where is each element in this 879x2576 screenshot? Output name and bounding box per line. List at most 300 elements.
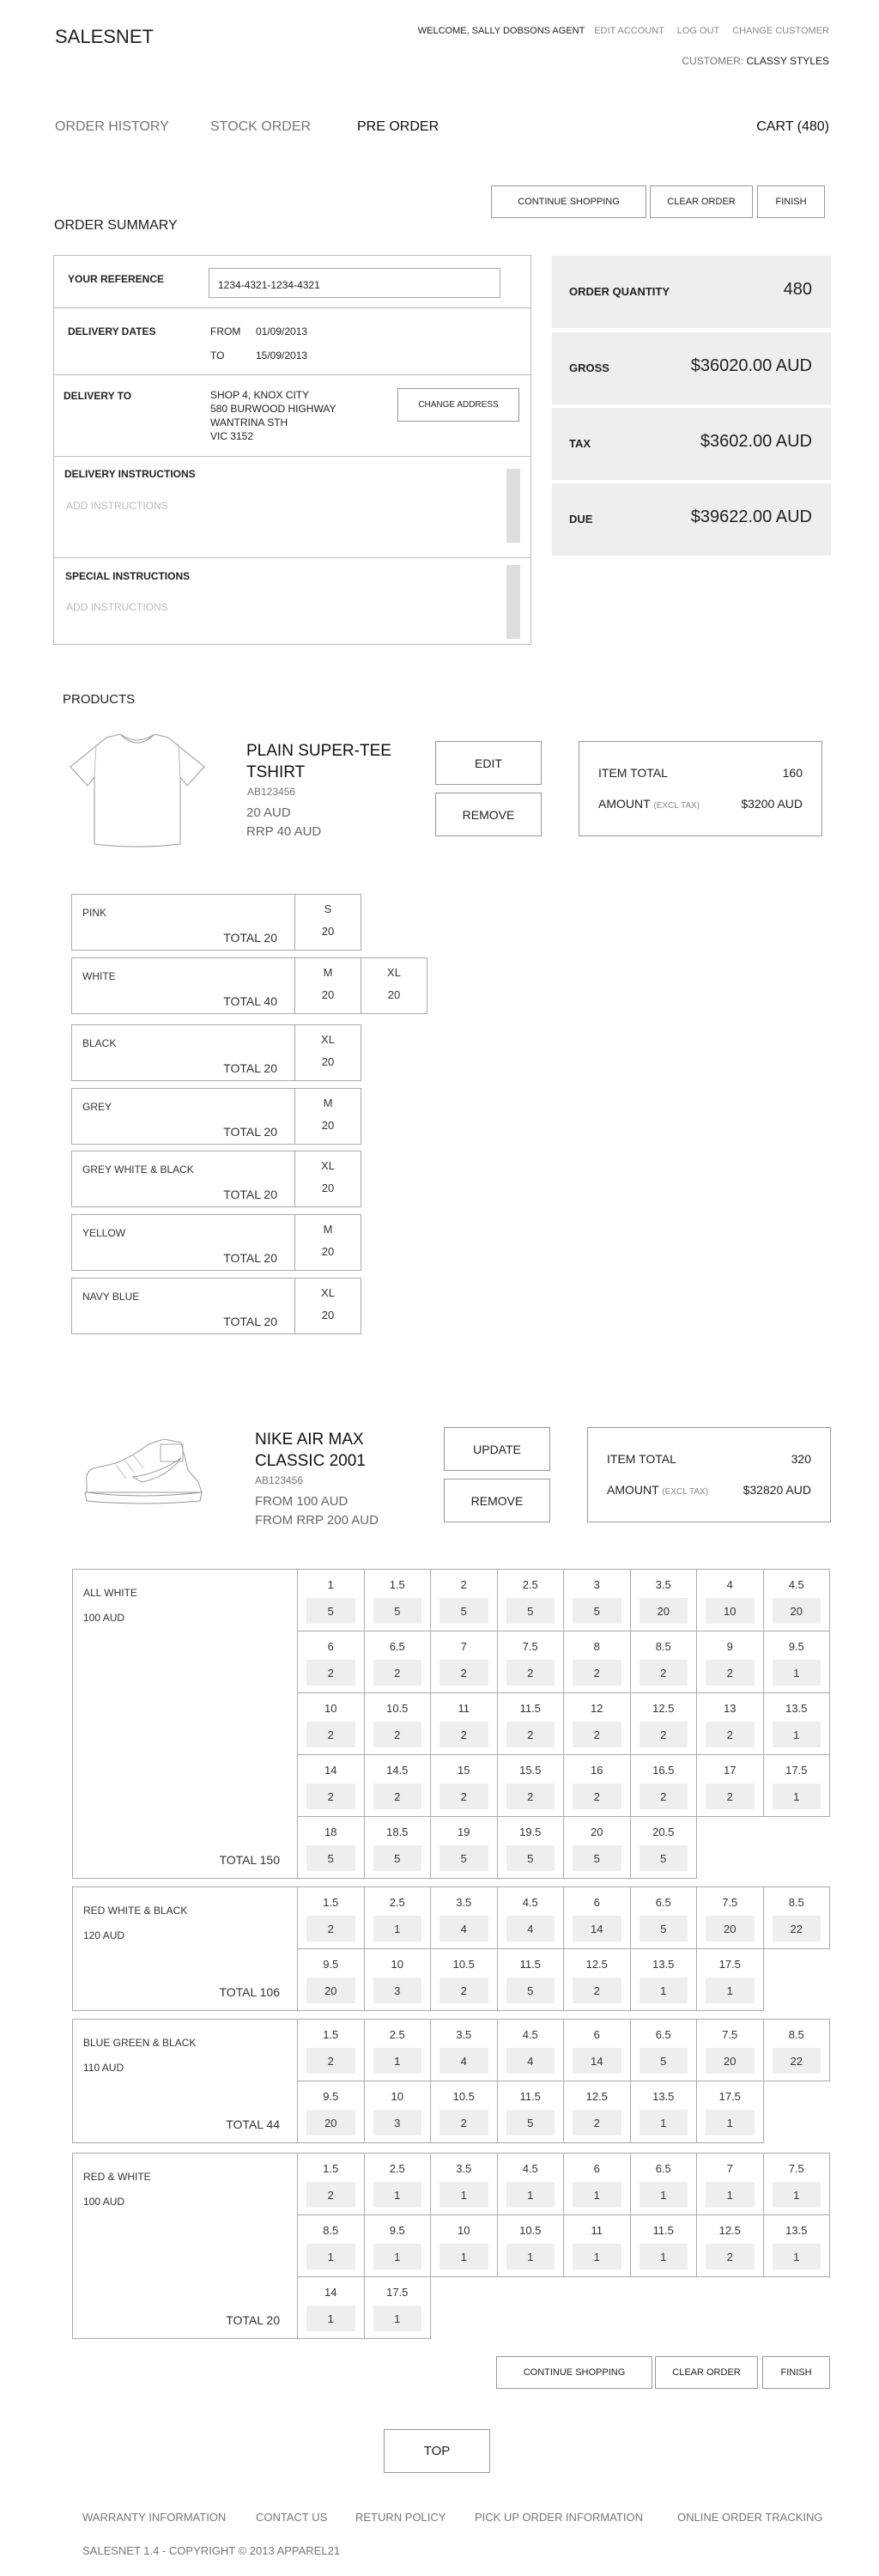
- size-quantity-input[interactable]: 5: [440, 1845, 488, 1871]
- size-quantity-input[interactable]: 2: [640, 1660, 688, 1686]
- address-line: SHOP 4, KNOX CITY: [210, 389, 310, 401]
- variant-name: RED WHITE & BLACK: [83, 1905, 188, 1917]
- reference-input[interactable]: [209, 268, 500, 298]
- size-label: 19: [458, 1826, 470, 1838]
- product-title: [246, 740, 391, 783]
- size-quantity-input[interactable]: 5: [373, 1845, 422, 1871]
- size-cell: [630, 2215, 698, 2277]
- size-quantity-input[interactable]: 2: [573, 2110, 621, 2136]
- size-label: 17.5: [718, 1958, 741, 1971]
- size-quantity-input[interactable]: 5: [506, 1845, 555, 1871]
- size-cell: [497, 2215, 565, 2277]
- size-label: 10.5: [519, 2224, 542, 2237]
- size-quantity-input[interactable]: 5: [640, 1845, 688, 1871]
- size-label: 13.5: [652, 1958, 675, 1971]
- delivery-to-row: [54, 375, 530, 457]
- size-quantity-input[interactable]: 2: [440, 2110, 488, 2136]
- order-quantity-label: ORDER QUANTITY: [569, 285, 670, 298]
- size-cell: [696, 2019, 764, 2081]
- size-cell: [630, 1948, 698, 2011]
- size-quantity-input[interactable]: 1: [373, 2244, 422, 2269]
- special-instructions-scrollbar[interactable]: [506, 565, 520, 639]
- size-quantity-input[interactable]: 2: [306, 1660, 355, 1686]
- size-label: 10.5: [452, 1958, 475, 1971]
- size-label: XL: [321, 1159, 335, 1172]
- size-quantity-input[interactable]: 1: [373, 2182, 422, 2208]
- variant-name: GREY: [82, 1101, 112, 1113]
- size-cell: [297, 2215, 365, 2277]
- continue-shopping-button[interactable]: CONTINUE SHOPPING: [496, 2356, 652, 2389]
- size-cell: [696, 2153, 764, 2215]
- size-cell: [497, 1754, 565, 1817]
- variant-label-cell: [71, 1088, 295, 1145]
- size-cell: [430, 1948, 498, 2011]
- size-cell: [497, 2081, 565, 2143]
- address-line: WANTRINA STH: [210, 416, 288, 428]
- address-line: VIC 3152: [210, 430, 254, 442]
- remove-button[interactable]: REMOVE: [435, 793, 542, 836]
- edit-button[interactable]: EDIT: [435, 741, 542, 785]
- size-cell: [497, 1569, 565, 1631]
- size-quantity[interactable]: 20: [321, 1309, 335, 1321]
- footer-link-return-policy[interactable]: RETURN POLICY: [355, 2511, 446, 2524]
- size-quantity-input[interactable]: 2: [640, 1783, 688, 1809]
- variant-total: TOTAL 20: [223, 1188, 277, 1201]
- footer-link-warranty[interactable]: WARRANTY INFORMATION: [82, 2511, 227, 2524]
- size-quantity-input[interactable]: 2: [306, 1722, 355, 1747]
- size-label: 4: [726, 1578, 733, 1591]
- size-label: 1.5: [323, 2162, 339, 2175]
- size-quantity-input[interactable]: 5: [506, 1598, 555, 1624]
- size-quantity-input[interactable]: 2: [440, 1783, 488, 1809]
- size-quantity-input[interactable]: 2: [373, 1722, 422, 1747]
- size-quantity-input[interactable]: 2: [306, 2048, 355, 2074]
- size-cell: [763, 2019, 831, 2081]
- size-cell: [364, 2215, 432, 2277]
- size-quantity-input[interactable]: 1: [773, 1783, 821, 1809]
- size-cell: [696, 1948, 764, 2011]
- size-label: 4.5: [522, 2162, 538, 2175]
- size-quantity-input[interactable]: 2: [440, 1660, 488, 1686]
- footer-link-contact[interactable]: CONTACT US: [256, 2511, 328, 2524]
- size-cell: [364, 1886, 432, 1949]
- variant-label-cell: [72, 2019, 298, 2143]
- size-cell: [563, 1816, 631, 1879]
- product-name-line: CLASSIC 2001: [255, 1452, 366, 1470]
- size-cell: [294, 957, 361, 1014]
- size-quantity-input[interactable]: 3: [373, 1978, 422, 2003]
- size-quantity[interactable]: 20: [387, 988, 401, 1001]
- size-quantity-input[interactable]: 1: [373, 2306, 422, 2331]
- size-cell: [497, 2153, 565, 2215]
- size-label: 8.5: [323, 2224, 339, 2237]
- size-cell: [563, 2215, 631, 2277]
- size-cell: [297, 2276, 365, 2339]
- size-quantity-input[interactable]: 2: [373, 1783, 422, 1809]
- size-quantity-input[interactable]: 2: [506, 1783, 555, 1809]
- size-label: S: [324, 902, 332, 915]
- size-cell: [563, 1631, 631, 1693]
- variant-name: BLUE GREEN & BLACK: [83, 2037, 197, 2049]
- item-total-value: 320: [791, 1452, 811, 1466]
- size-quantity-input[interactable]: 1: [640, 2110, 688, 2136]
- size-quantity[interactable]: 20: [321, 988, 335, 1001]
- size-label: 17: [724, 1764, 737, 1777]
- size-label: 12.5: [585, 1958, 608, 1971]
- variant-price: 120 AUD: [83, 1929, 125, 1941]
- size-quantity-input[interactable]: 5: [640, 1916, 688, 1941]
- size-quantity-input[interactable]: 1: [506, 2244, 555, 2269]
- size-quantity-input[interactable]: 1: [773, 2244, 821, 2269]
- size-label: 10.5: [386, 1702, 409, 1715]
- address-line: 580 BURWOOD HIGHWAY: [210, 403, 336, 415]
- nav-order-history[interactable]: ORDER HISTORY: [55, 119, 169, 134]
- delivery-instructions-scrollbar[interactable]: [506, 469, 520, 543]
- size-cell: [297, 1692, 365, 1755]
- product-price: [255, 1492, 379, 1530]
- size-quantity-input[interactable]: 1: [706, 2110, 755, 2136]
- size-quantity-input[interactable]: 4: [506, 1916, 555, 1941]
- size-quantity-input[interactable]: 2: [573, 1660, 621, 1686]
- size-quantity-input[interactable]: 1: [640, 2244, 688, 2269]
- update-button[interactable]: UPDATE: [444, 1427, 550, 1471]
- size-quantity-input[interactable]: 4: [440, 1916, 488, 1941]
- clear-order-button[interactable]: CLEAR ORDER: [655, 2356, 758, 2389]
- size-quantity-input[interactable]: 4: [440, 2048, 488, 2074]
- delivery-instructions-input[interactable]: ADD INSTRUCTIONS: [66, 500, 168, 512]
- size-label: 9.5: [323, 1958, 339, 1971]
- size-quantity-input[interactable]: 2: [706, 2244, 755, 2269]
- size-label: 9.5: [788, 1640, 804, 1653]
- special-instructions-input[interactable]: ADD INSTRUCTIONS: [66, 601, 168, 613]
- size-cell: [497, 2019, 565, 2081]
- size-quantity-input[interactable]: 14: [573, 1916, 621, 1941]
- delivery-to-label: DELIVERY TO: [64, 390, 132, 402]
- size-label: 12: [591, 1702, 603, 1715]
- size-label: XL: [321, 1286, 335, 1299]
- size-quantity-input[interactable]: 2: [440, 1978, 488, 2003]
- size-cell: [297, 2153, 365, 2215]
- size-quantity-input[interactable]: 22: [773, 1916, 821, 1941]
- size-label: 6: [327, 1640, 334, 1653]
- size-quantity-input[interactable]: 2: [506, 1660, 555, 1686]
- size-cell: [497, 1631, 565, 1693]
- size-label: 6.5: [389, 1640, 405, 1653]
- size-quantity-input[interactable]: 20: [773, 1598, 821, 1624]
- variant-total: TOTAL 20: [223, 1315, 277, 1328]
- size-quantity-input[interactable]: 2: [373, 1660, 422, 1686]
- size-label: 6.5: [655, 2028, 671, 2041]
- size-label: 8.5: [655, 1640, 671, 1653]
- size-label: M: [323, 1223, 333, 1236]
- tax-panel: [552, 408, 831, 480]
- size-cell: [630, 2081, 698, 2143]
- size-quantity-input[interactable]: 5: [573, 1598, 621, 1624]
- to-date[interactable]: 15/09/2013: [256, 349, 308, 361]
- size-label: 10: [458, 2224, 470, 2237]
- customer-info: [682, 55, 829, 67]
- variant-total: TOTAL 40: [223, 994, 277, 1008]
- size-quantity[interactable]: 20: [321, 1055, 335, 1068]
- size-quantity-input[interactable]: 5: [506, 2110, 555, 2136]
- size-quantity-input[interactable]: 2: [306, 2182, 355, 2208]
- size-quantity[interactable]: 20: [321, 1245, 335, 1258]
- size-quantity-input[interactable]: 1: [440, 2182, 488, 2208]
- amount-label: AMOUNT: [607, 1483, 659, 1497]
- item-total-label: ITEM TOTAL: [607, 1452, 676, 1466]
- size-quantity-input[interactable]: 2: [573, 1783, 621, 1809]
- size-label: 7.5: [522, 1640, 538, 1653]
- size-cell: [297, 2019, 365, 2081]
- finish-button[interactable]: FINISH: [757, 185, 825, 218]
- variant-label-cell: [72, 1569, 298, 1879]
- size-cell: [497, 1816, 565, 1879]
- size-cell: [364, 1631, 432, 1693]
- size-cell: [696, 2081, 764, 2143]
- size-quantity-input[interactable]: 1: [773, 1722, 821, 1747]
- footer-link-pickup[interactable]: PICK UP ORDER INFORMATION: [475, 2511, 643, 2524]
- variant-label-cell: [72, 2153, 298, 2339]
- size-label: 11.5: [652, 2224, 674, 2237]
- size-label: 10: [391, 1958, 403, 1971]
- size-label: 7: [460, 1640, 467, 1653]
- size-quantity-input[interactable]: 5: [306, 1845, 355, 1871]
- variant-name: RED & WHITE: [83, 2171, 151, 2183]
- change-address-button[interactable]: CHANGE ADDRESS: [397, 388, 519, 422]
- order-summary-box: [53, 255, 531, 645]
- clear-order-button[interactable]: CLEAR ORDER: [650, 185, 753, 218]
- size-label: 9.5: [323, 2090, 339, 2103]
- products-title: PRODUCTS: [63, 692, 136, 707]
- size-quantity-input[interactable]: 1: [306, 2244, 355, 2269]
- variant-name: BLACK: [82, 1037, 117, 1049]
- size-label: 11.5: [519, 2090, 541, 2103]
- size-cell: [297, 1569, 365, 1631]
- size-label: 4.5: [522, 2028, 538, 2041]
- size-cell: [364, 1692, 432, 1755]
- edit-account-link[interactable]: EDIT ACCOUNT: [594, 26, 664, 36]
- size-quantity-input[interactable]: 2: [573, 1722, 621, 1747]
- size-quantity-input[interactable]: 5: [506, 1978, 555, 2003]
- size-label: 20: [591, 1826, 603, 1838]
- sneaker-image: [82, 1439, 205, 1506]
- size-cell: [563, 2081, 631, 2143]
- reference-row: [54, 256, 530, 308]
- size-quantity-input[interactable]: 1: [306, 2306, 355, 2331]
- size-label: 6.5: [655, 1896, 671, 1909]
- size-label: 16.5: [652, 1764, 675, 1777]
- delivery-dates-row: [54, 308, 530, 375]
- size-quantity-input[interactable]: 20: [706, 1916, 755, 1941]
- from-date[interactable]: 01/09/2013: [256, 325, 308, 337]
- size-quantity-input[interactable]: 1: [706, 1978, 755, 2003]
- due-label: DUE: [569, 513, 593, 526]
- variant-label-cell: [72, 1886, 298, 2011]
- size-cell: [294, 1278, 361, 1334]
- size-quantity-input[interactable]: 1: [706, 2182, 755, 2208]
- special-instructions-row: [54, 558, 530, 644]
- size-quantity-input[interactable]: 1: [640, 2182, 688, 2208]
- size-label: 13.5: [652, 2090, 675, 2103]
- size-label: 11: [591, 2224, 603, 2237]
- size-label: 17.5: [785, 1764, 808, 1777]
- size-quantity-input[interactable]: 3: [373, 2110, 422, 2136]
- size-quantity-input[interactable]: 2: [440, 1722, 488, 1747]
- customer-label: CUSTOMER:: [682, 55, 744, 67]
- size-quantity-input[interactable]: 1: [640, 1978, 688, 2003]
- special-instructions-label: SPECIAL INSTRUCTIONS: [65, 570, 191, 582]
- size-quantity-input[interactable]: 2: [706, 1660, 755, 1686]
- amount-note: (EXCL TAX): [653, 801, 700, 811]
- size-label: 15: [458, 1764, 470, 1777]
- size-label: 7.5: [722, 1896, 738, 1909]
- size-label: 17.5: [718, 2090, 741, 2103]
- gross-label: GROSS: [569, 361, 609, 374]
- size-cell: [430, 1569, 498, 1631]
- order-quantity-panel: [552, 256, 831, 328]
- size-quantity-input[interactable]: 2: [573, 1978, 621, 2003]
- size-quantity-input[interactable]: 1: [573, 2182, 621, 2208]
- continue-shopping-button[interactable]: CONTINUE SHOPPING: [491, 185, 646, 218]
- size-cell: [763, 2215, 831, 2277]
- nav-stock-order[interactable]: STOCK ORDER: [210, 119, 312, 134]
- customer-name: CLASSY STYLES: [746, 55, 829, 67]
- reference-label: YOUR REFERENCE: [68, 273, 165, 285]
- item-total-label: ITEM TOTAL: [598, 766, 668, 780]
- variant-label-cell: [71, 1024, 295, 1081]
- size-quantity-input[interactable]: 20: [306, 2110, 355, 2136]
- size-cell: [696, 1631, 764, 1693]
- size-quantity-input[interactable]: 1: [506, 2182, 555, 2208]
- size-quantity-input[interactable]: 20: [706, 2048, 755, 2074]
- size-label: 6.5: [655, 2162, 671, 2175]
- size-quantity-input[interactable]: 2: [640, 1722, 688, 1747]
- variant-total: TOTAL 20: [223, 1125, 277, 1139]
- delivery-address: [210, 388, 336, 443]
- variant-name: PINK: [82, 907, 107, 919]
- footer-link-tracking[interactable]: ONLINE ORDER TRACKING: [677, 2511, 823, 2524]
- variant-price: 100 AUD: [83, 2196, 125, 2208]
- size-cell: [696, 2215, 764, 2277]
- size-quantity-input[interactable]: 5: [640, 2048, 688, 2074]
- change-customer-link[interactable]: CHANGE CUSTOMER: [732, 26, 829, 36]
- amount-note: (EXCL TAX): [662, 1487, 709, 1497]
- product-sku: AB123456: [247, 786, 296, 798]
- size-cell: [763, 1886, 831, 1949]
- size-quantity-input[interactable]: 1: [373, 2048, 422, 2074]
- amount-value: $3200 AUD: [741, 797, 803, 811]
- size-quantity-input[interactable]: 1: [773, 2182, 821, 2208]
- size-quantity-input[interactable]: 1: [773, 1660, 821, 1686]
- product-name-line: NIKE AIR MAX: [255, 1431, 364, 1449]
- delivery-instructions-label: DELIVERY INSTRUCTIONS: [64, 468, 196, 480]
- size-quantity-input[interactable]: 20: [306, 1978, 355, 2003]
- remove-button[interactable]: REMOVE: [444, 1479, 550, 1522]
- user-bar: [411, 26, 829, 36]
- size-label: 11: [458, 1702, 470, 1715]
- size-cell: [297, 1948, 365, 2011]
- size-quantity-input[interactable]: 5: [373, 1598, 422, 1624]
- size-label: 12.5: [585, 2090, 608, 2103]
- log-out-link[interactable]: LOG OUT: [676, 26, 720, 36]
- size-quantity-input[interactable]: 2: [706, 1722, 755, 1747]
- size-cell: [364, 1816, 432, 1879]
- variant-name: YELLOW: [82, 1227, 126, 1239]
- size-label: 14.5: [386, 1764, 409, 1777]
- due-panel: [552, 483, 831, 556]
- size-label: 3.5: [456, 2028, 472, 2041]
- size-quantity-input[interactable]: 14: [573, 2048, 621, 2074]
- size-label: 2.5: [522, 1578, 538, 1591]
- size-label: 2: [460, 1578, 467, 1591]
- size-label: 14: [324, 2286, 337, 2299]
- size-quantity-input[interactable]: 1: [573, 2244, 621, 2269]
- size-label: 13.5: [785, 2224, 808, 2237]
- size-cell: [696, 1886, 764, 1949]
- nav-cart[interactable]: CART (480): [756, 119, 829, 134]
- size-quantity-input[interactable]: 2: [306, 1783, 355, 1809]
- nav-pre-order[interactable]: PRE ORDER: [357, 119, 440, 134]
- size-quantity-input[interactable]: 22: [773, 2048, 821, 2074]
- size-quantity-input[interactable]: 20: [640, 1598, 688, 1624]
- order-quantity-value: 480: [783, 280, 812, 299]
- rrp: RRP 40 AUD: [246, 824, 322, 839]
- size-label: 8.5: [788, 2028, 804, 2041]
- size-cell: [563, 1754, 631, 1817]
- size-quantity[interactable]: 20: [321, 1119, 335, 1132]
- variant-label-cell: [71, 894, 295, 951]
- size-label: 10.5: [452, 2090, 475, 2103]
- size-cell: [430, 1754, 498, 1817]
- welcome-text: WELCOME, SALLY DOBSONS AGENT: [417, 26, 585, 36]
- size-quantity-input[interactable]: 5: [306, 1598, 355, 1624]
- size-quantity-input[interactable]: 1: [440, 2244, 488, 2269]
- rrp: FROM RRP 200 AUD: [255, 1513, 379, 1528]
- due-value: $39622.00 AUD: [690, 507, 812, 526]
- size-quantity-input[interactable]: 1: [373, 1916, 422, 1941]
- size-cell: [763, 1692, 831, 1755]
- size-label: 12.5: [652, 1702, 675, 1715]
- size-quantity-input[interactable]: 10: [706, 1598, 755, 1624]
- size-label: M: [323, 966, 333, 979]
- size-cell: [364, 1569, 432, 1631]
- size-label: 18.5: [386, 1826, 409, 1838]
- top-button[interactable]: TOP: [384, 2429, 490, 2473]
- size-cell: [630, 1816, 698, 1879]
- size-quantity-input[interactable]: 4: [506, 2048, 555, 2074]
- size-quantity[interactable]: 20: [321, 1182, 335, 1194]
- size-label: 2.5: [389, 2162, 405, 2175]
- size-quantity-input[interactable]: 2: [306, 1916, 355, 1941]
- delivery-instructions-row: [54, 457, 530, 558]
- finish-button[interactable]: FINISH: [762, 2356, 830, 2389]
- gross-panel: [552, 332, 831, 404]
- size-cell: [430, 1816, 498, 1879]
- size-label: 17.5: [386, 2286, 409, 2299]
- size-quantity-input[interactable]: 5: [440, 1598, 488, 1624]
- size-cell: [763, 1754, 831, 1817]
- size-label: 13: [724, 1702, 737, 1715]
- size-quantity-input[interactable]: 5: [573, 1845, 621, 1871]
- size-cell: [297, 1886, 365, 1949]
- size-label: 16: [591, 1764, 603, 1777]
- size-label: 3.5: [456, 2162, 472, 2175]
- size-label: M: [323, 1097, 333, 1109]
- size-quantity[interactable]: 20: [321, 925, 335, 938]
- size-quantity-input[interactable]: 2: [706, 1783, 755, 1809]
- size-quantity-input[interactable]: 2: [506, 1722, 555, 1747]
- variant-total: TOTAL 44: [226, 2117, 280, 2131]
